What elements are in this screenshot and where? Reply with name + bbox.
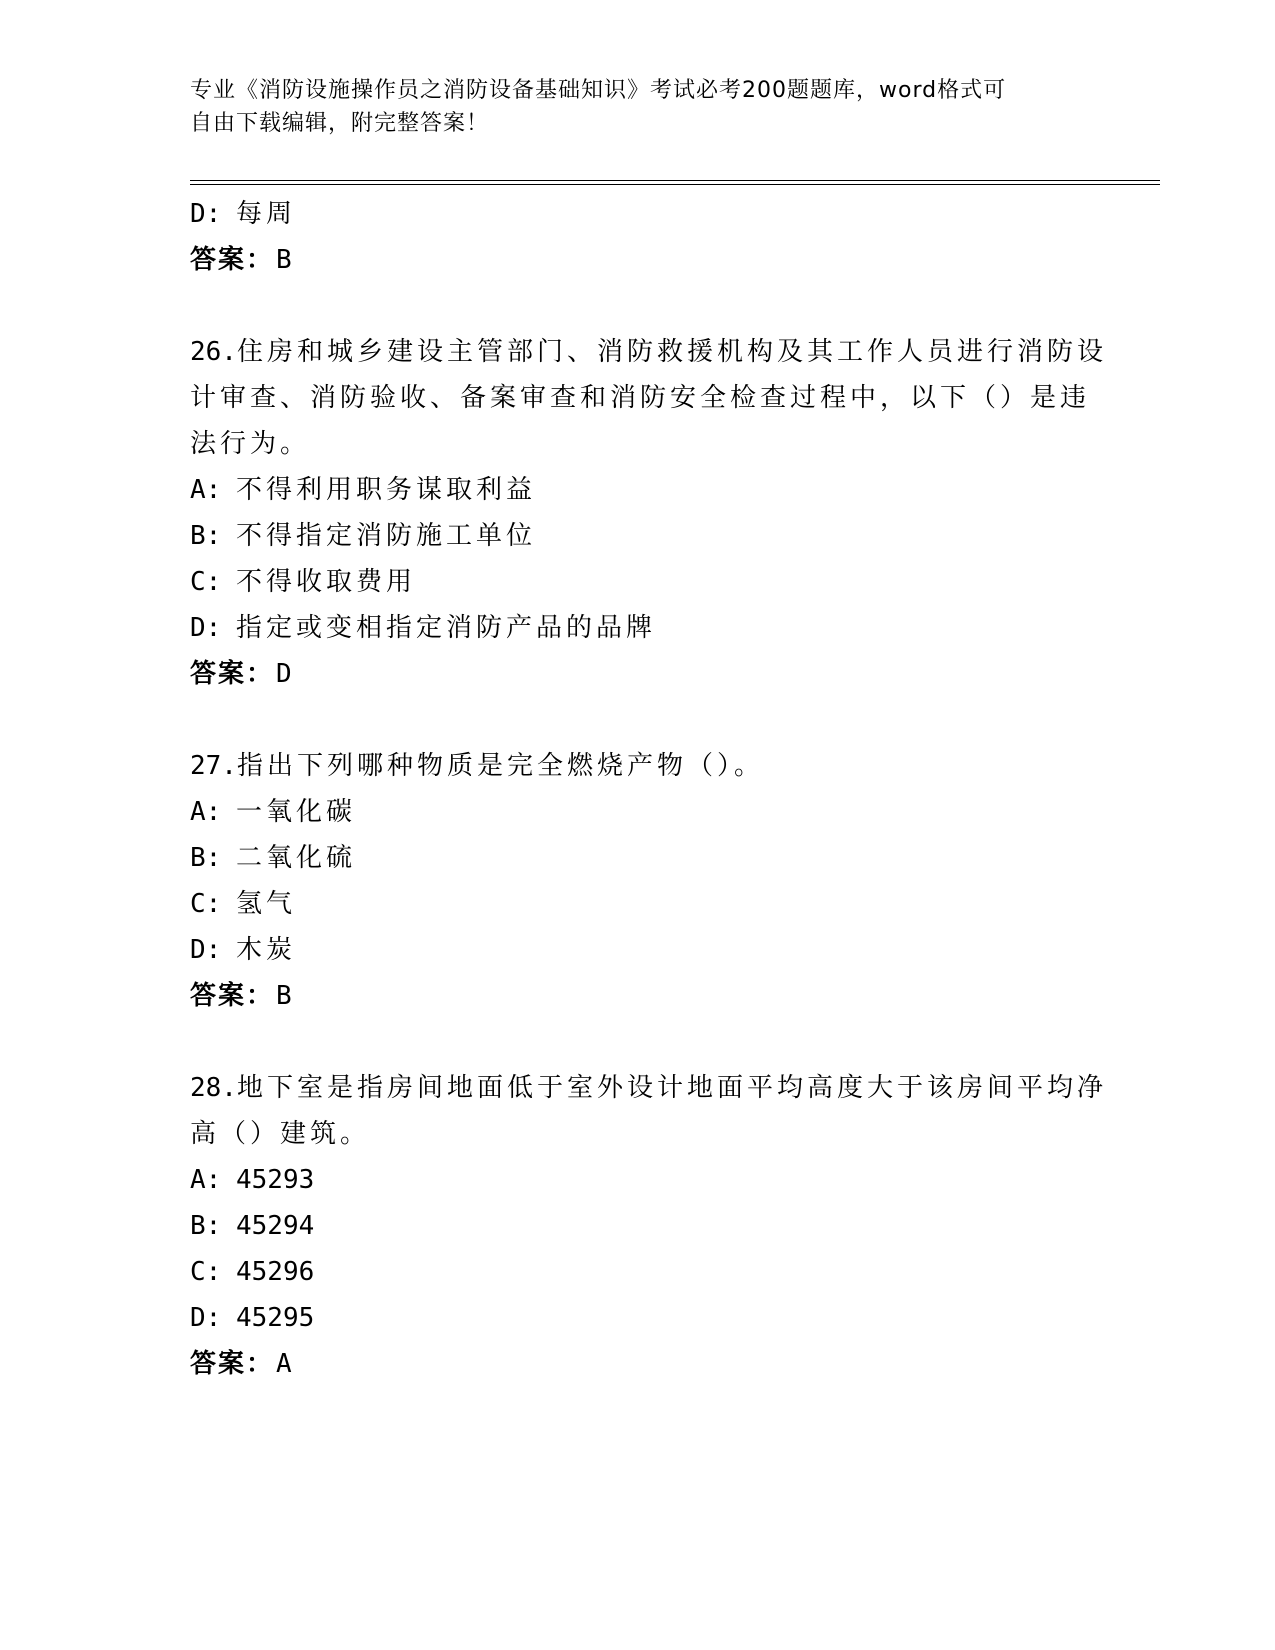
q26-option-a <box>190 467 1090 513</box>
question-number: 28. <box>190 1073 237 1103</box>
q27-option-d <box>190 927 1090 973</box>
q26-answer <box>190 651 1090 697</box>
answer-value: B <box>276 245 292 275</box>
answer-value: A <box>276 1349 292 1379</box>
option-text: 45296 <box>236 1257 315 1287</box>
header-line-2: 自由下载编辑，附完整答案！ <box>190 111 490 136</box>
option-text: 不得指定消防施工单位 <box>236 521 537 551</box>
option-text: 木炭 <box>236 935 297 965</box>
question-text: 地下室是指房间地面低于室外设计地面平均高度大于该房间平均净 <box>236 1073 1107 1103</box>
option-text: 氢气 <box>236 889 297 919</box>
q27-answer <box>190 973 1090 1019</box>
option-key: B: <box>190 521 222 551</box>
q26-text-line-2: 计审查、消防验收、备案审查和消防安全检查过程中，以下（）是违 <box>190 383 1091 413</box>
option-key: A: <box>190 475 222 505</box>
option-text: 不得利用职务谋取利益 <box>236 475 537 505</box>
option-key: C: <box>190 889 222 919</box>
option-text: 一氧化碳 <box>236 797 357 827</box>
option-key: D: <box>190 1303 222 1333</box>
question-text: 指出下列哪种物质是完全燃烧产物（）。 <box>236 751 764 781</box>
option-text: 每周 <box>236 199 297 229</box>
q28-text-line-2: 高（）建筑。 <box>190 1119 371 1149</box>
question-content <box>190 191 1107 1387</box>
question-number: 26. <box>190 337 237 367</box>
answer-value: B <box>276 981 292 1011</box>
q26-option-c <box>190 559 1090 605</box>
header-divider-bottom <box>190 184 1160 185</box>
option-text: 45294 <box>236 1211 315 1241</box>
question-gap <box>190 697 1090 743</box>
option-key: D: <box>190 613 222 643</box>
option-text: 指定或变相指定消防产品的品牌 <box>236 613 657 643</box>
option-key: C: <box>190 1257 222 1287</box>
option-key: B: <box>190 1211 222 1241</box>
q25-option-d <box>190 191 1090 237</box>
q25-answer <box>190 237 1090 283</box>
q27-option-c <box>190 881 1090 927</box>
q28-option-d <box>190 1295 1090 1341</box>
q27-option-b <box>190 835 1090 881</box>
question-number: 27. <box>190 751 237 781</box>
option-text: 不得收取费用 <box>236 567 417 597</box>
q28-option-a <box>190 1157 1090 1203</box>
answer-value: D <box>276 659 292 689</box>
answer-label: 答案： <box>190 1349 275 1379</box>
q28-option-c <box>190 1249 1090 1295</box>
option-key: D: <box>190 935 222 965</box>
answer-label: 答案： <box>190 981 275 1011</box>
q26-text-line-3: 法行为。 <box>190 429 311 459</box>
option-text: 二氧化硫 <box>236 843 357 873</box>
q26-option-d <box>190 605 1090 651</box>
option-key: D: <box>190 199 222 229</box>
option-key: A: <box>190 797 222 827</box>
question-gap <box>190 1019 1090 1065</box>
q27-option-a <box>190 789 1090 835</box>
header-line-1: 专业《消防设施操作员之消防设备基础知识》考试必考200题题库，word格式可 <box>190 78 1007 103</box>
question-text: 住房和城乡建设主管部门、消防救援机构及其工作人员进行消防设 <box>236 337 1107 367</box>
question-gap <box>190 283 1090 329</box>
answer-label: 答案： <box>190 245 275 275</box>
option-key: B: <box>190 843 222 873</box>
q26-option-b <box>190 513 1090 559</box>
option-key: C: <box>190 567 222 597</box>
option-text: 45295 <box>236 1303 315 1333</box>
q28-option-b <box>190 1203 1090 1249</box>
q28-text-line-1 <box>190 1065 1107 1111</box>
q27-text-line-1 <box>190 743 1090 789</box>
document-header <box>190 74 1070 140</box>
option-key: A: <box>190 1165 222 1195</box>
answer-label: 答案： <box>190 659 275 689</box>
q26-text-line-1 <box>190 329 1107 375</box>
option-text: 45293 <box>236 1165 315 1195</box>
q28-answer <box>190 1341 1090 1387</box>
header-divider-top <box>190 180 1160 181</box>
